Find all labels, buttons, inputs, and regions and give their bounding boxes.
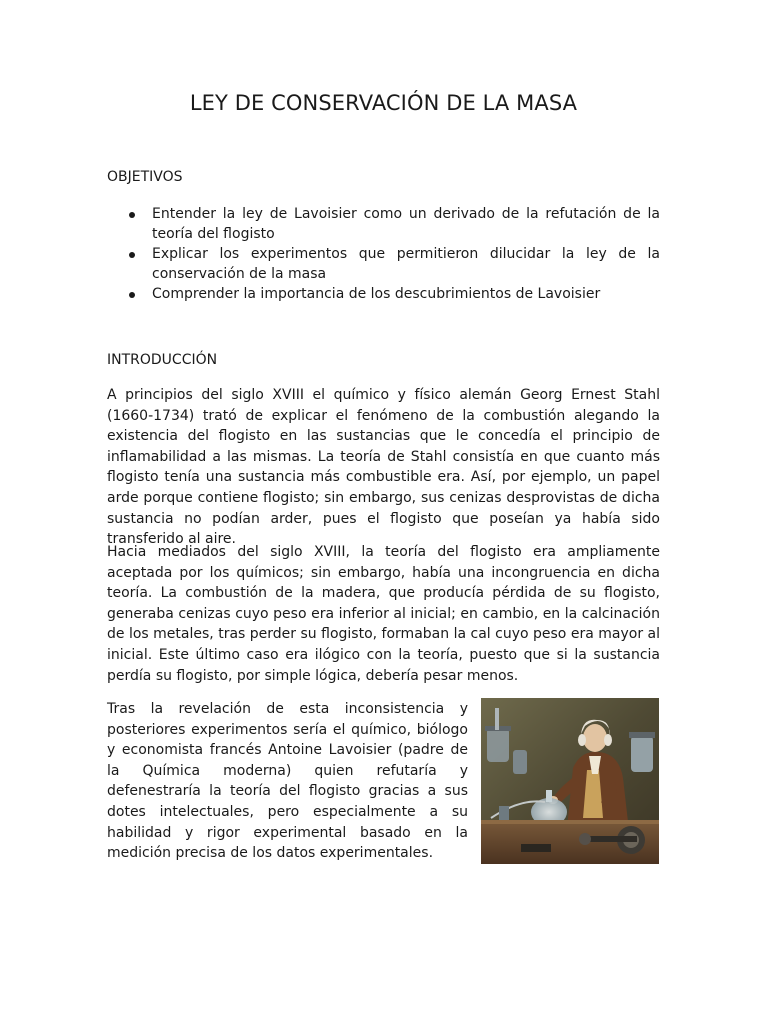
bullet-icon [129,212,135,218]
objective-text: Comprender la importancia de los descubrimientos de Lavoisier [152,286,601,302]
list-item [107,244,660,284]
document-title: LEY DE CONSERVACIÓN DE LA MASA [189,91,578,115]
intro-paragraph: Tras la revelación de esta inconsistencia y posteriores experimentos sería el químico, biólogo y economista francés Antoine Lavoisier (padre de la Química moderna) quien refutaría y defenestraría la teoría del flogisto gracias a sus dotes intelectuales, pero especialmente a su habilidad y rigor experimental basado en la medición precisa de los datos experimentales. [107,701,468,862]
list-item [107,284,660,304]
intro-paragraph: Hacia mediados del siglo XVIII, la teoría del flogisto era ampliamente aceptada por los químicos; sin embargo, había una incongruencia en dicha teoría. La combustión de la madera, que producía pérdida de su flogisto, generaba cenizas cuyo peso era inferior al inicial; en cambio, en la calcinación de los metales, tras perder su flogisto, formaban la cal cuyo peso era mayor al inicial. Este último caso era ilógico con la teoría, puesto que si la sustancia perdía su flogisto, por simple lógica, debería pesar menos. [107,544,660,684]
objectives-heading: OBJETIVOS [107,169,183,185]
introduction-heading: INTRODUCCIÓN [107,352,218,368]
objective-text: Explicar los experimentos que permitieron dilucidar la ley de la conservación de la masa [152,246,660,282]
objective-text: Entender la ley de Lavoisier como un derivado de la refutación de la teoría del flogisto [152,206,660,242]
bullet-icon [129,252,135,258]
intro-paragraph: A principios del siglo XVIII el químico y físico alemán Georg Ernest Stahl (1660-1734) trató de explicar el fenómeno de la combustión alegando la existencia del flogisto en las sustancias que le concedía el principio de inflamabilidad a las mismas. La teoría de Stahl consistía en que cuanto más flogisto tenía una sustancia más combustible era. Así, por ejemplo, un papel arde porque contiene flogisto; sin embargo, sus cenizas desprovistas de dicha sustancia no podían arder, pues el flogisto que poseían ya había sido transferido al aire. [107,387,660,548]
objectives-list [107,204,660,304]
lavoisier-illustration [481,698,659,864]
list-item [107,204,660,244]
bullet-icon [129,292,135,298]
lavoisier-portrait-image [481,698,659,864]
